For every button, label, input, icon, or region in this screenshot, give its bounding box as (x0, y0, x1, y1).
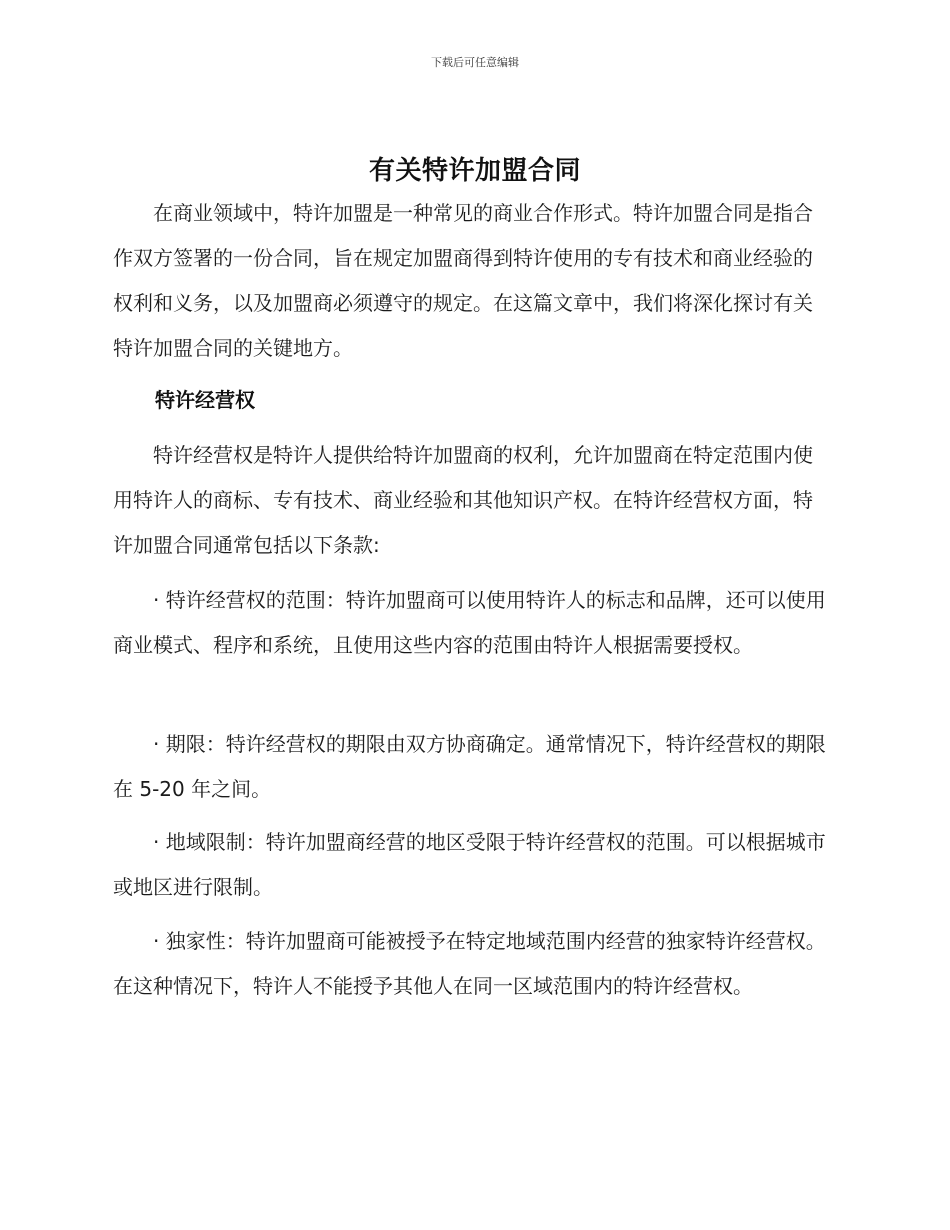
intro-paragraph: 在商业领域中，特许加盟是一种常见的商业合作形式。特许加盟合同是指合作双方签署的一份合同，旨在规定加盟商得到特许使用的专有技术和商业经验的权利和义务，以及加盟商必须遵守的规定。在这篇文章中，我们将深化探讨有关特许加盟合同的关键地方。 (113, 201, 813, 360)
bullet-scope: · 特许经营权的范围：特许加盟商可以使用特许人的标志和品牌，还可以使用商业模式、程序和系统，且使用这些内容的范围由特许人根据需要授权。 (113, 588, 826, 657)
bullet-territory: · 地域限制：特许加盟商经营的地区受限于特许经营权的范围。可以根据城市或地区进行限制。 (113, 830, 826, 899)
bullet-exclusivity: · 独家性：特许加盟商可能被授予在特定地域范围内经营的独家特许经营权。在这种情况下，特许人不能授予其他人在同一区域范围内的特许经营权。 (113, 929, 826, 998)
section-paragraph: 特许经营权是特许人提供给特许加盟商的权利，允许加盟商在特定范围内使用特许人的商标、专有技术、商业经验和其他知识产权。在特许经营权方面，特许加盟合同通常包括以下条款: (113, 443, 813, 557)
header-note: 下载后可任意编辑 (431, 56, 519, 69)
bullet-term: · 期限：特许经营权的期限由双方协商确定。通常情况下，特许经营权的期限在 5-20 年之间。 (113, 732, 826, 801)
section-heading: 特许经营权 (155, 388, 255, 412)
document-title: 有关特许加盟合同 (368, 156, 581, 186)
